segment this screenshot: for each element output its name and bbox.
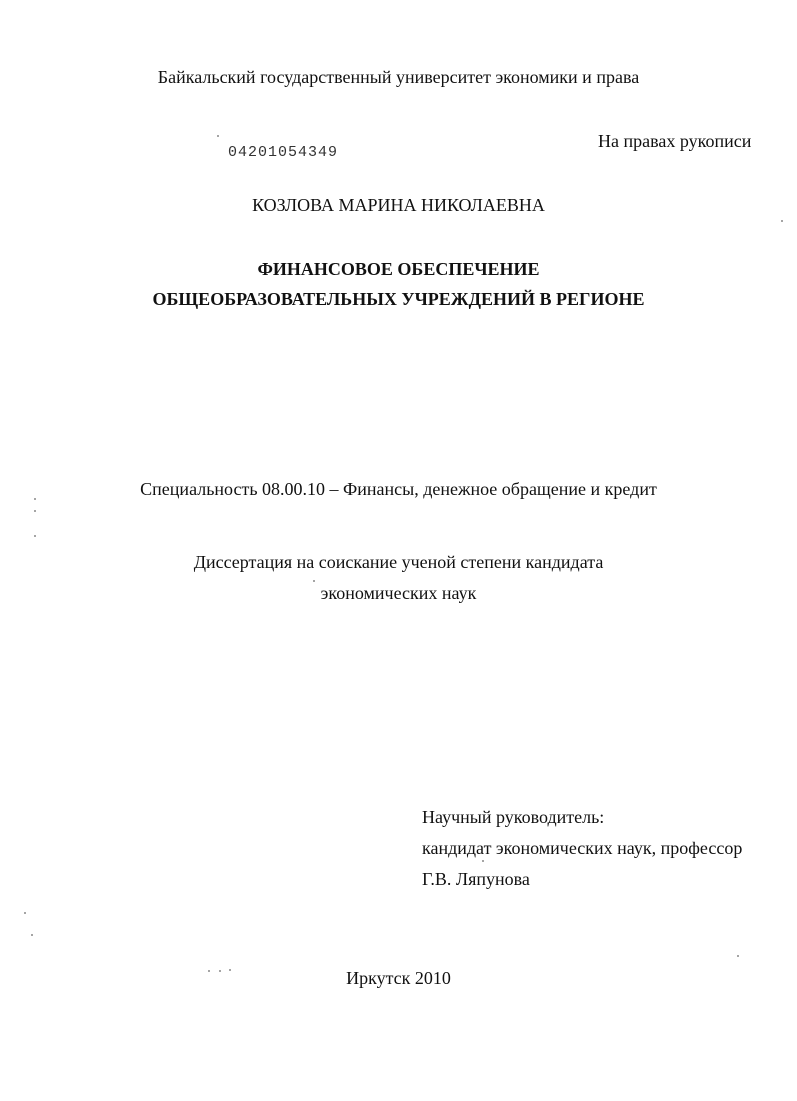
supervisor-label: Научный руководитель: [422,807,605,827]
thesis-title-line-2: ОБЩЕОБРАЗОВАТЕЛЬНЫХ УЧРЕЖДЕНИЙ В РЕГИОНЕ [152,289,645,309]
degree-line-2: экономических наук [320,583,477,603]
registration-number: 04201054349 [228,144,339,161]
scan-speck [34,498,36,500]
thesis-title-line-1: ФИНАНСОВОЕ ОБЕСПЕЧЕНИЕ [257,259,540,279]
scan-speck [31,934,33,936]
city-year: Иркутск 2010 [346,968,451,988]
supervisor-credentials: кандидат экономических наук, профессор [422,838,743,858]
specialty: Специальность 08.00.10 – Финансы, денежное обращение и кредит [140,479,657,499]
author-name: КОЗЛОВА МАРИНА НИКОЛАЕВНА [252,195,545,215]
scan-speck [313,580,315,582]
scan-speck [219,970,221,972]
scan-speck [737,955,739,957]
university-name: Байкальский государственный университет экономики и права [157,67,640,87]
manuscript-note: На правах рукописи [598,131,752,151]
scan-speck [208,970,210,972]
scan-speck [34,535,36,537]
scan-speck [24,912,26,914]
scan-speck [34,510,36,512]
scan-speck [229,969,231,971]
scan-speck [781,220,783,222]
supervisor-name: Г.В. Ляпунова [422,869,530,889]
scan-speck [217,135,219,137]
scan-speck [482,860,484,862]
degree-line-1: Диссертация на соискание ученой степени кандидата [193,552,604,572]
